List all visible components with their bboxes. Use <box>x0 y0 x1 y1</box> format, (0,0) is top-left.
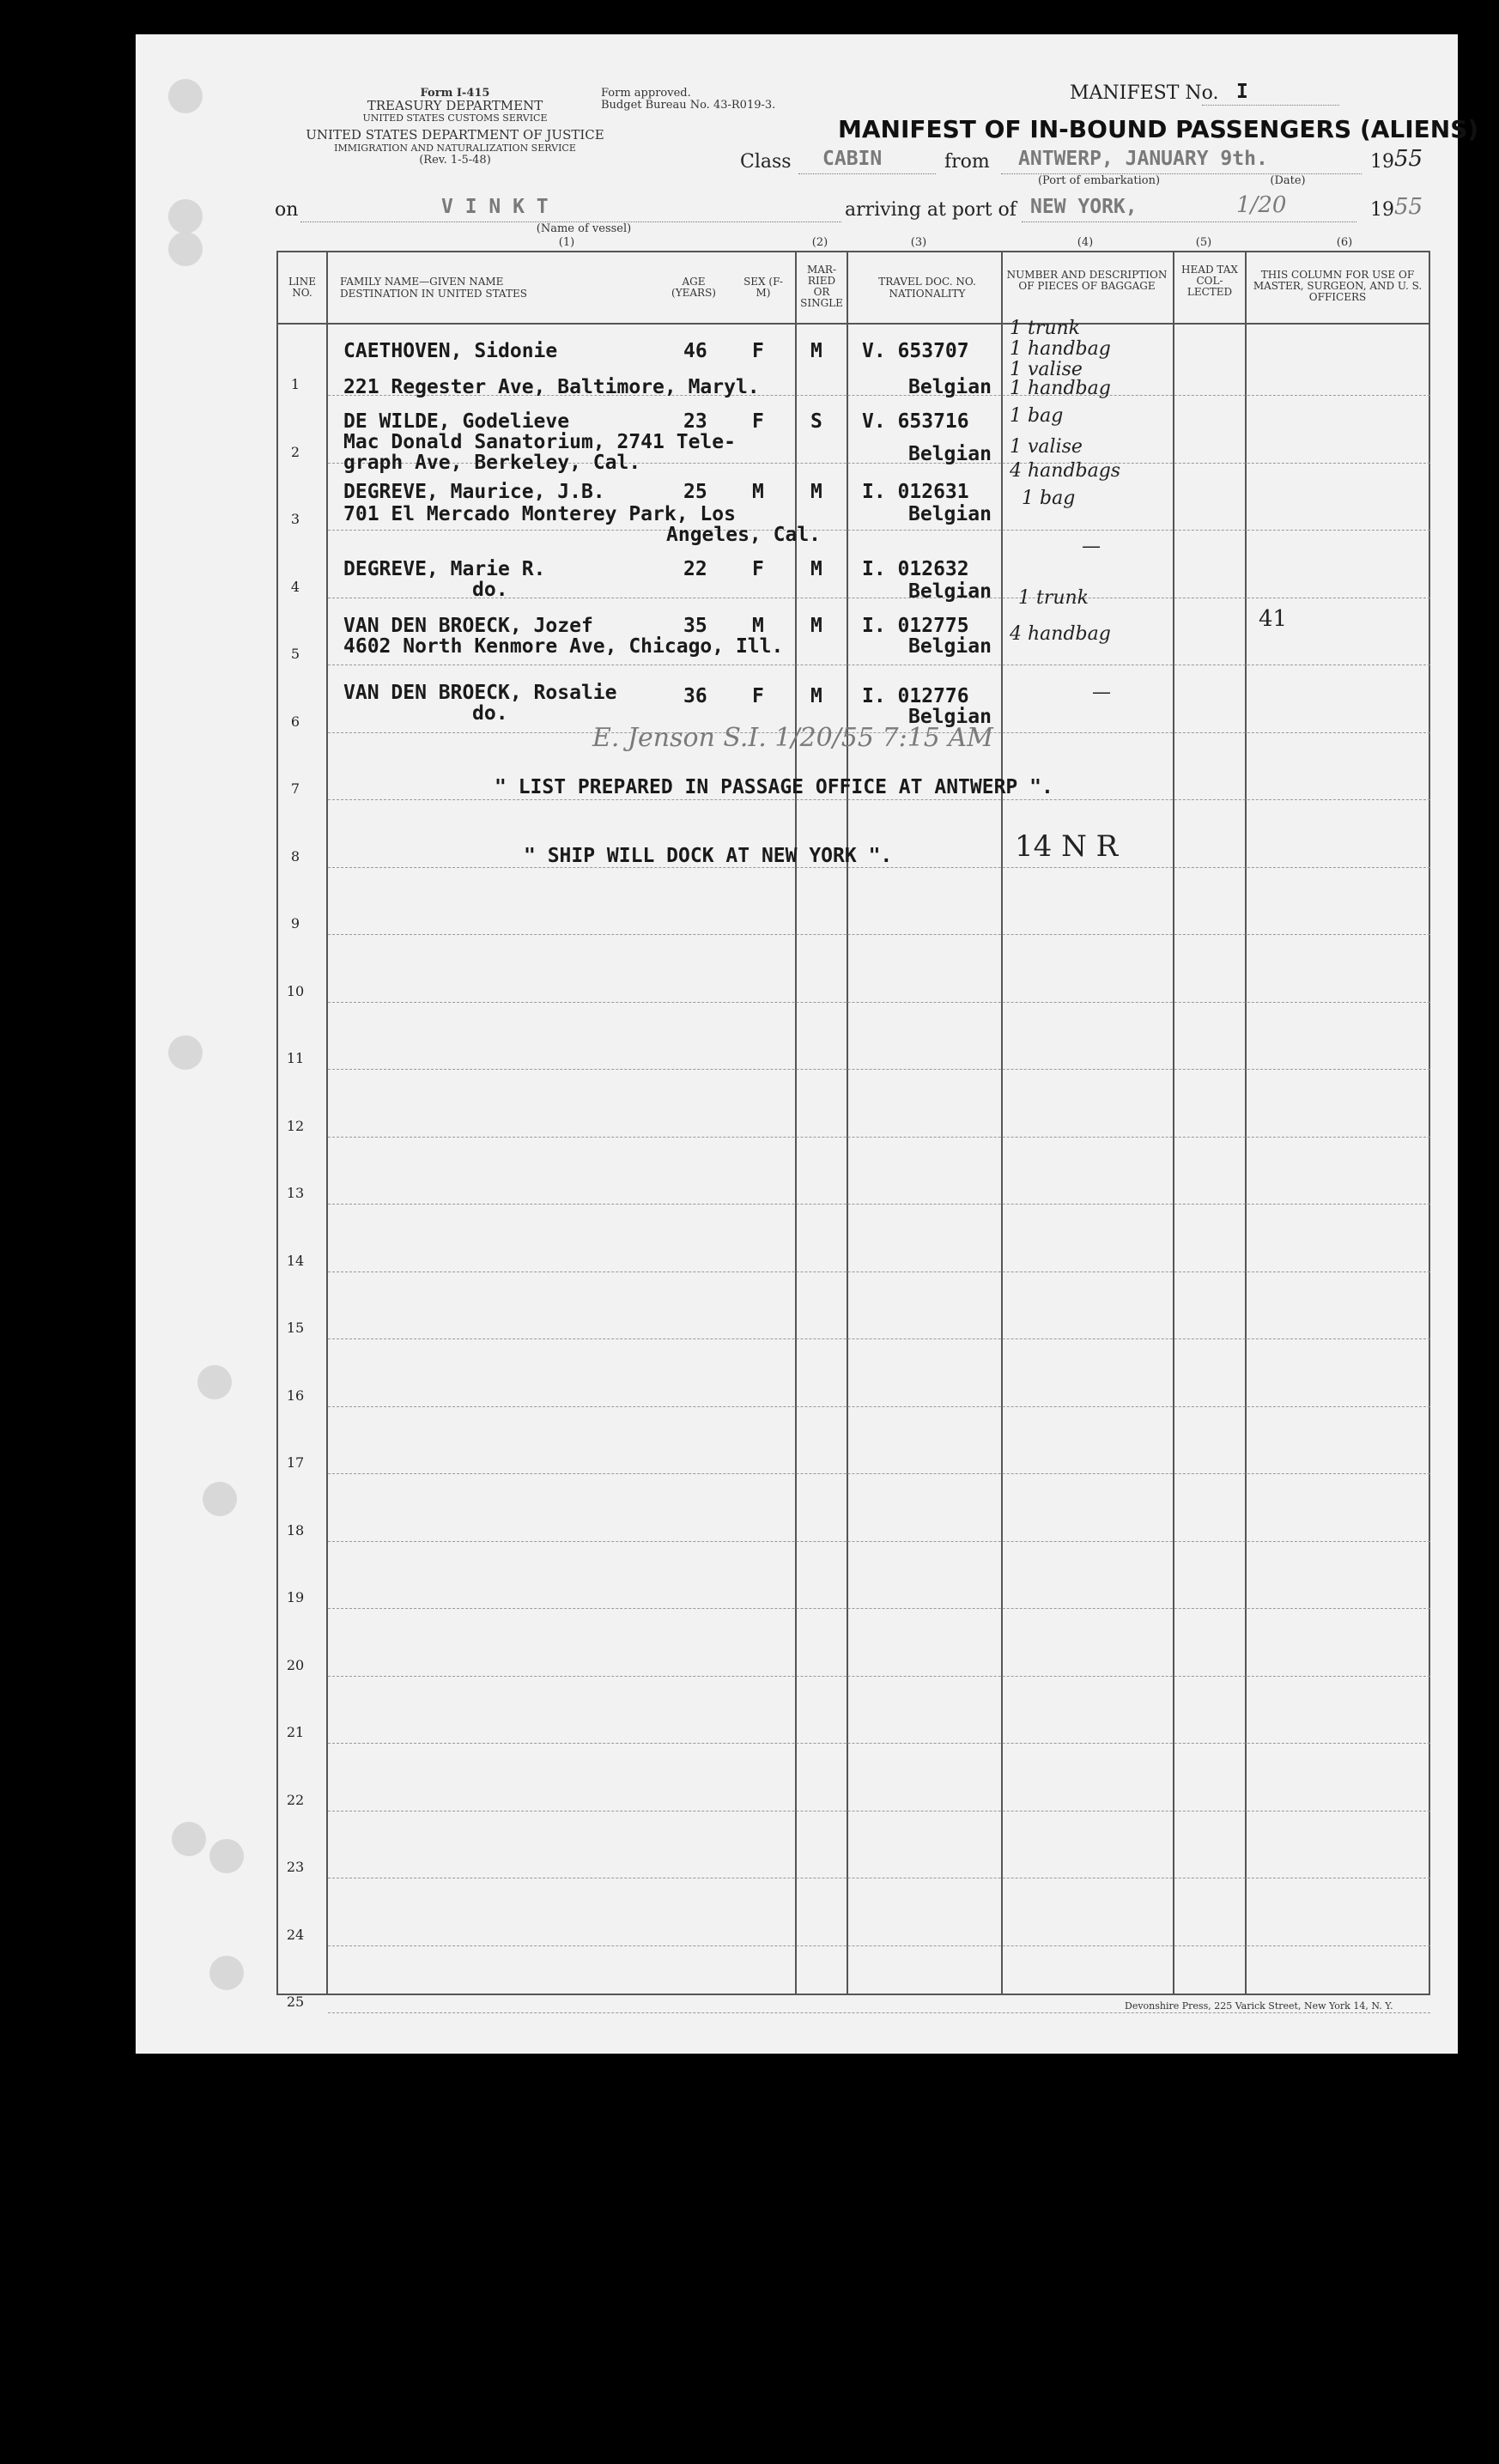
row-line <box>328 1204 1430 1205</box>
passenger-5-baggage-1: 1 trunk <box>1018 587 1089 609</box>
line-number: 21 <box>286 1724 305 1740</box>
row-line <box>328 530 1430 531</box>
col-num-6: (6) <box>1336 236 1353 249</box>
row-line <box>328 1608 1430 1609</box>
line-number: 22 <box>286 1791 305 1808</box>
manifest-number: I <box>1236 81 1248 103</box>
passenger-6-age: 36 <box>683 685 707 707</box>
treasury-dept: TREASURY DEPARTMENT <box>367 98 543 113</box>
passenger-3-doc: I. 012631 <box>862 481 969 503</box>
line-number: 3 <box>290 511 300 527</box>
note-list-prepared: " LIST PREPARED IN PASSAGE OFFICE AT ANTWERP ". <box>495 776 1053 798</box>
binder-hole <box>168 232 203 266</box>
binder-hole <box>209 1839 244 1873</box>
passenger-4-nationality: Belgian <box>908 580 992 603</box>
line-number: 11 <box>286 1050 305 1066</box>
port-of-embarkation: ANTWERP, JANUARY 9th. <box>1018 148 1268 170</box>
header-baggage: NUMBER AND DESCRIPTION OF PIECES OF BAGGAGE <box>1006 269 1168 292</box>
passenger-5-sex: M <box>752 615 764 637</box>
row-line <box>328 1406 1430 1407</box>
from-label: from <box>944 151 990 173</box>
passenger-1-baggage-1: 1 trunk <box>1010 318 1081 339</box>
row-line <box>328 934 1430 935</box>
header-travel-doc: TRAVEL DOC. NO. <box>878 276 976 288</box>
arrival-port: NEW YORK, <box>1030 196 1138 218</box>
passenger-5-doc: I. 012775 <box>862 615 969 637</box>
passenger-4-married: M <box>810 558 822 580</box>
passenger-1-baggage-2: 1 handbag <box>1010 338 1111 360</box>
passenger-2-doc: V. 653716 <box>862 410 969 433</box>
line-number: 10 <box>286 982 305 999</box>
passenger-4-address: do. <box>472 579 508 601</box>
passenger-3-address2: Angeles, Cal. <box>666 524 822 546</box>
binder-hole <box>172 1822 206 1856</box>
year-prefix: 19 <box>1370 151 1394 173</box>
passenger-2-address: Mac Donald Sanatorium, 2741 Tele- <box>343 431 736 453</box>
passenger-4-name: DEGREVE, Marie R. <box>343 558 546 580</box>
binder-hole <box>168 199 203 234</box>
budget-bureau: Budget Bureau No. 43-R019-3. <box>601 99 776 112</box>
col-num-5: (5) <box>1195 236 1212 249</box>
col-num-3: (3) <box>910 236 927 249</box>
class-value: CABIN <box>822 148 883 170</box>
row-line <box>328 1137 1430 1138</box>
binder-hole <box>168 79 203 113</box>
col-num-1: (1) <box>558 236 575 249</box>
passenger-6-sex: F <box>752 685 764 707</box>
header-sex: SEX (F-M) <box>743 276 783 299</box>
passenger-1-nationality: Belgian <box>908 376 992 398</box>
line-number: 4 <box>290 578 300 595</box>
row-line <box>328 1811 1430 1812</box>
row-line <box>328 799 1430 800</box>
binder-hole <box>168 1035 203 1070</box>
passenger-2-name: DE WILDE, Godelieve <box>343 410 570 433</box>
passenger-2-married: S <box>810 410 822 433</box>
passenger-3-name: DEGREVE, Maurice, J.B. <box>343 481 605 503</box>
inspector-signature: E. Jenson S.I. 1/20/55 7:15 AM <box>592 723 993 753</box>
header-head-tax: HEAD TAX COL- LECTED <box>1181 264 1238 298</box>
col-num-2: (2) <box>811 236 828 249</box>
row-line <box>328 1271 1430 1272</box>
line-number: 24 <box>286 1926 305 1943</box>
passenger-2-baggage-1: 1 bag <box>1010 405 1064 427</box>
line-number: 14 <box>286 1252 305 1269</box>
line-number: 23 <box>286 1859 305 1875</box>
passenger-2-sex: F <box>752 410 764 433</box>
year2-handwritten: 55 <box>1394 194 1423 220</box>
form-number: Form I-415 <box>420 87 490 100</box>
line-number: 25 <box>286 1994 305 2010</box>
line-number: 5 <box>290 646 300 662</box>
header-name: FAMILY NAME—GIVEN NAME <box>340 276 504 288</box>
form-approved: Form approved. <box>601 87 691 100</box>
port-embark-caption: (Port of embarkation) <box>1037 174 1161 187</box>
header-destination: DESTINATION IN UNITED STATES <box>340 288 527 300</box>
passenger-1-address: 221 Regester Ave, Baltimore, Maryl. <box>343 376 760 398</box>
header-age: AGE (YEARS) <box>671 276 716 299</box>
passenger-5-age: 35 <box>683 615 707 637</box>
date-caption: (Date) <box>1270 174 1306 187</box>
vessel-caption: (Name of vessel) <box>536 222 632 235</box>
row-line <box>328 1069 1430 1070</box>
row-line <box>328 1338 1430 1339</box>
passenger-1-baggage-4: 1 handbag <box>1010 378 1111 399</box>
row-line <box>328 1473 1430 1474</box>
note-handwritten-code: 14 N R <box>1015 829 1119 864</box>
manifest-no-label: MANIFEST No. <box>1070 82 1219 104</box>
passenger-1-sex: F <box>752 340 764 362</box>
line-number: 15 <box>286 1320 305 1336</box>
passenger-2-address2: graph Ave, Berkeley, Cal. <box>343 452 641 474</box>
passenger-5-baggage-2: 4 handbag <box>1010 623 1111 645</box>
passenger-3-sex: M <box>752 481 764 503</box>
row-line <box>328 2012 1430 2013</box>
revision: (Rev. 1-5-48) <box>419 154 491 167</box>
line-number: 2 <box>290 443 300 460</box>
manifest-title: MANIFEST OF IN-BOUND PASSENGERS (ALIENS) <box>838 115 1479 143</box>
passenger-1-married: M <box>810 340 822 362</box>
line-number: 18 <box>286 1521 305 1538</box>
passenger-5-married: M <box>810 615 822 637</box>
passenger-3-nationality: Belgian <box>908 503 992 525</box>
customs-service: UNITED STATES CUSTOMS SERVICE <box>362 112 548 124</box>
ins-service: IMMIGRATION AND NATURALIZATION SERVICE <box>334 143 576 154</box>
passenger-3-baggage-1: 1 bag <box>1022 488 1076 509</box>
binder-hole <box>197 1365 232 1399</box>
passenger-5-nationality: Belgian <box>908 635 992 658</box>
binder-hole <box>209 1956 244 1990</box>
passenger-3-married: M <box>810 481 822 503</box>
passenger-5-name: VAN DEN BROECK, Jozef <box>343 615 593 637</box>
passenger-1-baggage-3: 1 valise <box>1010 359 1083 380</box>
note-ship-dock: " SHIP WILL DOCK AT NEW YORK ". <box>524 845 893 867</box>
line-number: 19 <box>286 1589 305 1605</box>
arriving-label: arriving at port of <box>845 199 1017 221</box>
line-number: 13 <box>286 1185 305 1201</box>
col-num-4: (4) <box>1077 236 1094 249</box>
vessel-name: V I N K T <box>441 196 549 218</box>
header-married: MAR- RIED OR SINGLE <box>800 264 843 309</box>
line-number: 20 <box>286 1656 305 1673</box>
header-nationality: NATIONALITY <box>889 288 966 300</box>
passenger-5-address: 4602 North Kenmore Ave, Chicago, Ill. <box>343 635 784 658</box>
passenger-6-name: VAN DEN BROECK, Rosalie <box>343 682 617 704</box>
passenger-1-age: 46 <box>683 340 707 362</box>
arrival-date-handwritten: 1/20 <box>1236 192 1287 218</box>
passenger-6-nationality: Belgian <box>908 706 992 728</box>
on-label: on <box>275 199 299 221</box>
row-line <box>328 1002 1430 1003</box>
binder-hole <box>203 1482 237 1516</box>
line-number: 17 <box>286 1454 305 1471</box>
passenger-3-age: 25 <box>683 481 707 503</box>
passenger-6-baggage-1: — <box>1092 682 1111 703</box>
line-number: 1 <box>290 376 300 392</box>
passenger-2-nationality: Belgian <box>908 443 992 465</box>
printer-credit: Devonshire Press, 225 Varick Street, New York 14, N. Y. <box>1125 2000 1393 2012</box>
line-number: 7 <box>290 780 300 797</box>
row-line <box>328 1945 1430 1946</box>
line-number: 6 <box>290 713 300 730</box>
passenger-2-baggage-2: 1 valise <box>1010 436 1083 458</box>
line-number: 8 <box>290 847 300 865</box>
justice-dept: UNITED STATES DEPARTMENT OF JUSTICE <box>306 127 604 143</box>
passenger-6-doc: I. 012776 <box>862 685 969 707</box>
passenger-2-baggage-3: 4 handbags <box>1010 460 1121 482</box>
passenger-2-age: 23 <box>683 410 707 433</box>
line-number: 16 <box>286 1387 305 1404</box>
passenger-4-sex: F <box>752 558 764 580</box>
row-line <box>328 1676 1430 1677</box>
line-number: 12 <box>286 1117 305 1134</box>
passenger-6-address: do. <box>472 702 508 725</box>
passenger-5-officer-note: 41 <box>1259 606 1288 632</box>
year-handwritten: 55 <box>1394 146 1423 172</box>
passenger-1-doc: V. 653707 <box>862 340 969 362</box>
passenger-4-doc: I. 012632 <box>862 558 969 580</box>
header-line-no: LINE NO. <box>288 276 316 299</box>
class-label: Class <box>740 151 792 173</box>
header-officers: THIS COLUMN FOR USE OF MASTER, SURGEON, AND U. S. OFFICERS <box>1253 269 1423 303</box>
row-line <box>328 1743 1430 1744</box>
year2-prefix: 19 <box>1370 199 1394 221</box>
passenger-6-married: M <box>810 685 822 707</box>
passenger-3-address: 701 El Mercado Monterey Park, Los <box>343 503 736 525</box>
passenger-1-name: CAETHOVEN, Sidonie <box>343 340 558 362</box>
row-line <box>328 1541 1430 1542</box>
passenger-4-age: 22 <box>683 558 707 580</box>
passenger-3-baggage-2: — <box>1082 536 1101 557</box>
line-number: 9 <box>290 915 300 932</box>
